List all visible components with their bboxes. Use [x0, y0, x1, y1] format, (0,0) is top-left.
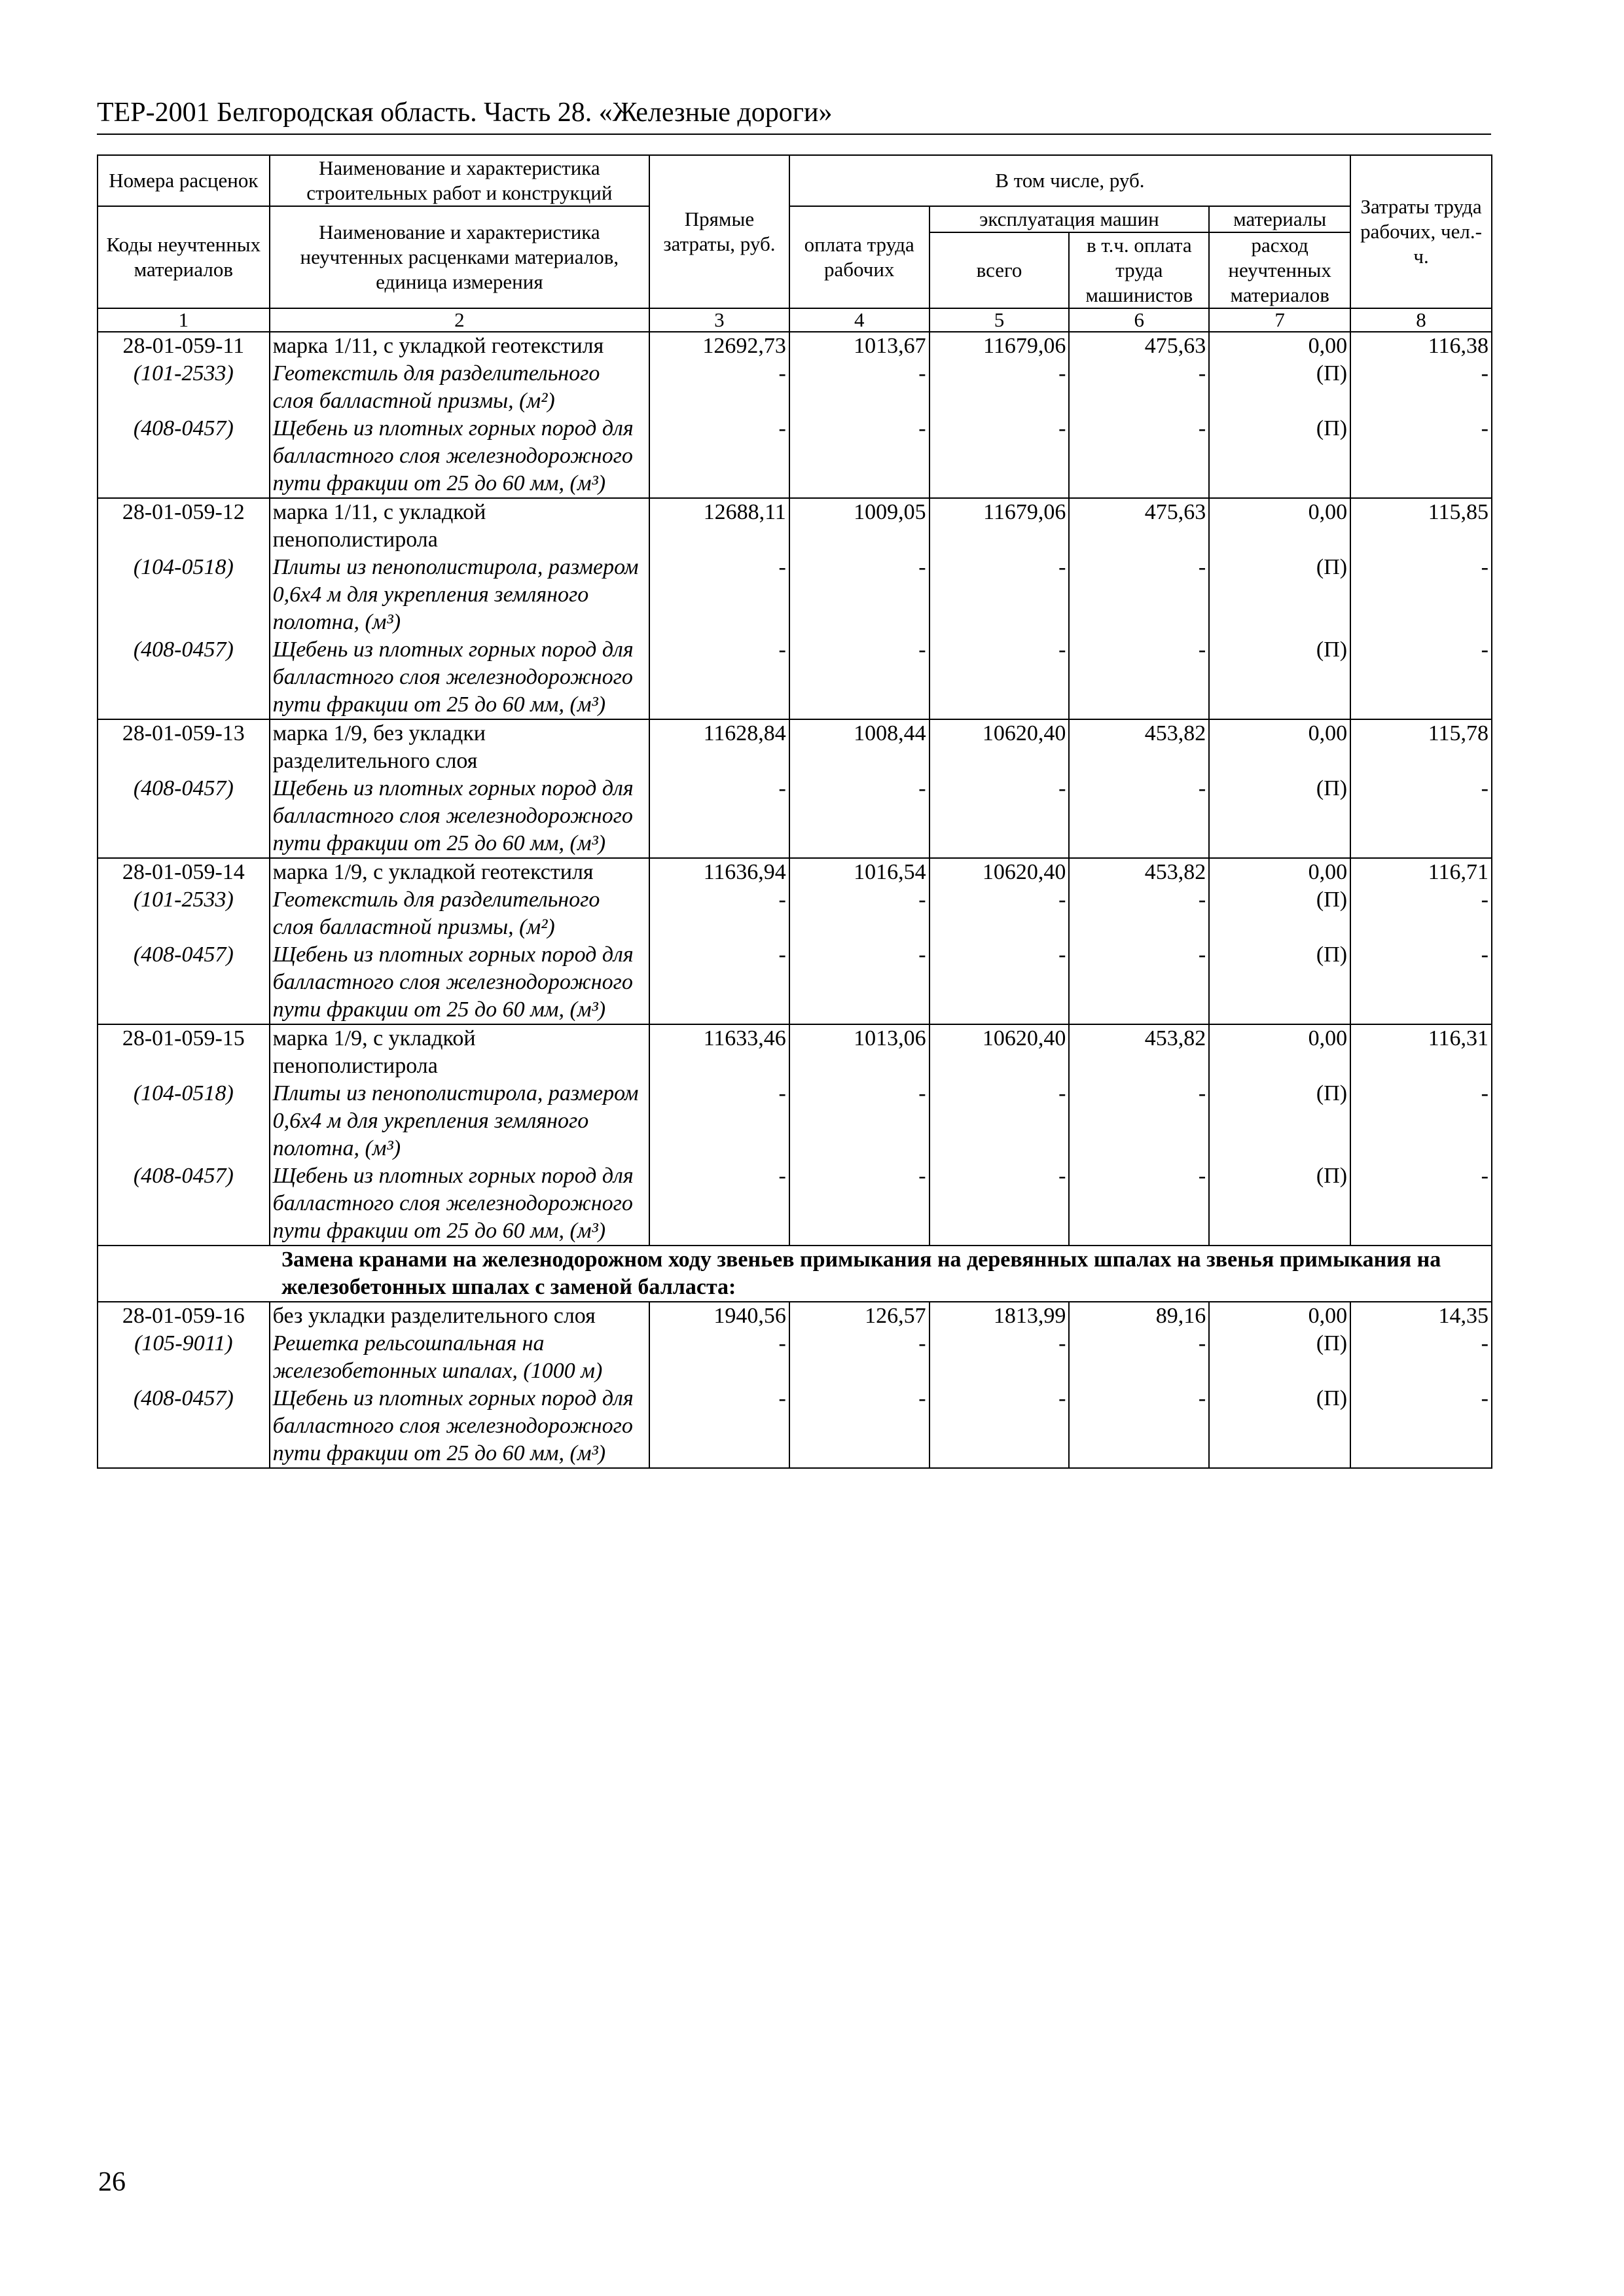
rate-row — [98, 332, 1492, 360]
table-header — [98, 155, 1492, 332]
labor-pay-cell: 1009,05 — [789, 498, 929, 554]
machinist-pay-cell: - — [1069, 1162, 1209, 1246]
machinist-pay-cell: 453,82 — [1069, 719, 1209, 775]
labor-hours-cell: - — [1350, 360, 1492, 415]
materials-cell: (П) — [1209, 941, 1350, 1024]
header-materials: материалы — [1209, 206, 1350, 232]
material-name: Геотекстиль для разделительного слоя балластной призмы, (м²) — [270, 886, 649, 941]
direct-costs-cell: - — [649, 1385, 789, 1468]
material-name: Щебень из плотных горных пород для балластного слоя железнодорожного пути фракции от 25 до 60 мм, (м³) — [270, 636, 649, 719]
materials-cell: 0,00 — [1209, 332, 1350, 360]
rate-code: 28-01-059-11 — [98, 332, 270, 360]
machines-total-cell: 10620,40 — [929, 858, 1070, 886]
material-name: Щебень из плотных горных пород для балластного слоя железнодорожного пути фракции от 25 до 60 мм, (м³) — [270, 1385, 649, 1468]
material-row — [98, 636, 1492, 719]
material-name: Решетка рельсошпальная на железобетонных шпалах, (1000 м) — [270, 1330, 649, 1385]
machinist-pay-cell: 89,16 — [1069, 1302, 1209, 1330]
labor-pay-cell: - — [789, 1080, 929, 1162]
machinist-pay-cell: 453,82 — [1069, 1024, 1209, 1080]
rate-code: 28-01-059-14 — [98, 858, 270, 886]
material-code: (104-0518) — [98, 1080, 270, 1162]
machines-total-cell: - — [929, 1330, 1070, 1385]
labor-pay-cell: - — [789, 775, 929, 858]
rate-code: 28-01-059-12 — [98, 498, 270, 554]
machines-total-cell: - — [929, 415, 1070, 498]
labor-pay-cell: 1008,44 — [789, 719, 929, 775]
direct-costs-cell: - — [649, 886, 789, 941]
machines-total-cell: - — [929, 1080, 1070, 1162]
direct-costs-cell: - — [649, 941, 789, 1024]
machines-total-cell: 11679,06 — [929, 498, 1070, 554]
direct-costs-cell: 12692,73 — [649, 332, 789, 360]
labor-hours-cell: 14,35 — [1350, 1302, 1492, 1330]
section-heading: Замена кранами на железнодорожном ходу звеньев примыкания на деревянных шпалах на звенья примыкания на железобетонных шпалах с заменой балласта: — [98, 1246, 1492, 1302]
labor-pay-cell: - — [789, 415, 929, 498]
header-labor-costs: Затраты труда рабочих, чел.-ч. — [1350, 155, 1492, 308]
machines-total-cell: - — [929, 886, 1070, 941]
direct-costs-cell: - — [649, 415, 789, 498]
machinist-pay-cell: - — [1069, 886, 1209, 941]
rate-name: марка 1/11, с укладкой пенополистирола — [270, 498, 649, 554]
material-row — [98, 360, 1492, 415]
header-machine-operation: эксплуатация машин — [929, 206, 1210, 232]
labor-hours-cell: - — [1350, 1330, 1492, 1385]
labor-pay-cell: - — [789, 360, 929, 415]
materials-cell: 0,00 — [1209, 858, 1350, 886]
header-direct-costs: Прямые затраты, руб. — [649, 155, 789, 308]
material-code: (105-9011) — [98, 1330, 270, 1385]
labor-pay-cell: - — [789, 636, 929, 719]
machinist-pay-cell: - — [1069, 1385, 1209, 1468]
labor-hours-cell: 116,38 — [1350, 332, 1492, 360]
page-number: 26 — [98, 2167, 126, 2197]
labor-hours-cell: - — [1350, 1080, 1492, 1162]
labor-pay-cell: - — [789, 941, 929, 1024]
material-name: Щебень из плотных горных пород для балластного слоя железнодорожного пути фракции от 25 до 60 мм, (м³) — [270, 1162, 649, 1246]
labor-pay-cell: 1013,06 — [789, 1024, 929, 1080]
col-number: 3 — [649, 308, 789, 332]
material-code: (101-2533) — [98, 360, 270, 415]
material-code: (408-0457) — [98, 1162, 270, 1246]
machinist-pay-cell: 475,63 — [1069, 332, 1209, 360]
machines-total-cell: - — [929, 1162, 1070, 1246]
rate-code: 28-01-059-15 — [98, 1024, 270, 1080]
materials-cell: (П) — [1209, 636, 1350, 719]
materials-cell: 0,00 — [1209, 1302, 1350, 1330]
labor-hours-cell: - — [1350, 1162, 1492, 1246]
column-numbers-row — [98, 308, 1492, 332]
direct-costs-cell: - — [649, 360, 789, 415]
rate-name: марка 1/9, без укладки разделительного слоя — [270, 719, 649, 775]
labor-hours-cell: 115,78 — [1350, 719, 1492, 775]
header-material-codes: Коды неучтенных материалов — [98, 206, 270, 308]
header-machinist-pay: в т.ч. оплата труда машинистов — [1069, 232, 1209, 308]
col-number: 7 — [1209, 308, 1350, 332]
header-including: В том числе, руб. — [789, 155, 1350, 206]
header-labor-pay: оплата труда рабочих — [789, 206, 929, 308]
col-number: 5 — [929, 308, 1070, 332]
materials-cell: (П) — [1209, 1080, 1350, 1162]
machines-total-cell: - — [929, 554, 1070, 636]
labor-hours-cell: - — [1350, 941, 1492, 1024]
col-number: 1 — [98, 308, 270, 332]
materials-cell: (П) — [1209, 554, 1350, 636]
labor-hours-cell: 115,85 — [1350, 498, 1492, 554]
machinist-pay-cell: - — [1069, 415, 1209, 498]
rate-code: 28-01-059-16 — [98, 1302, 270, 1330]
machines-total-cell: - — [929, 360, 1070, 415]
rate-name: марка 1/9, с укладкой пенополистирола — [270, 1024, 649, 1080]
labor-hours-cell: - — [1350, 886, 1492, 941]
header-material-names: Наименование и характеристика неучтенных расценками материалов, единица измерения — [270, 206, 649, 308]
header-total: всего — [929, 232, 1070, 308]
materials-cell: (П) — [1209, 1385, 1350, 1468]
section-heading-row — [98, 1246, 1492, 1302]
direct-costs-cell: 12688,11 — [649, 498, 789, 554]
direct-costs-cell: 11628,84 — [649, 719, 789, 775]
material-code: (408-0457) — [98, 775, 270, 858]
labor-hours-cell: 116,71 — [1350, 858, 1492, 886]
header-material-usage: расход неучтенных материалов — [1209, 232, 1350, 308]
rates-table — [97, 154, 1492, 1469]
materials-cell: (П) — [1209, 886, 1350, 941]
material-name: Геотекстиль для разделительного слоя балластной призмы, (м²) — [270, 360, 649, 415]
machines-total-cell: - — [929, 775, 1070, 858]
machines-total-cell: 10620,40 — [929, 719, 1070, 775]
materials-cell: (П) — [1209, 415, 1350, 498]
col-number: 8 — [1350, 308, 1492, 332]
header-rate-numbers: Номера расценок — [98, 155, 270, 206]
machinist-pay-cell: - — [1069, 1080, 1209, 1162]
machinist-pay-cell: 475,63 — [1069, 498, 1209, 554]
machinist-pay-cell: - — [1069, 554, 1209, 636]
machinist-pay-cell: - — [1069, 1330, 1209, 1385]
rate-code: 28-01-059-13 — [98, 719, 270, 775]
material-name: Плиты из пенополистирола, размером 0,6х4 м для укрепления земляного полотна, (м³) — [270, 1080, 649, 1162]
labor-pay-cell: - — [789, 1162, 929, 1246]
labor-pay-cell: 1016,54 — [789, 858, 929, 886]
material-code: (408-0457) — [98, 636, 270, 719]
machines-total-cell: - — [929, 636, 1070, 719]
material-row — [98, 554, 1492, 636]
machines-total-cell: - — [929, 941, 1070, 1024]
material-name: Щебень из плотных горных пород для балластного слоя железнодорожного пути фракции от 25 до 60 мм, (м³) — [270, 941, 649, 1024]
labor-hours-cell: 116,31 — [1350, 1024, 1492, 1080]
materials-cell: (П) — [1209, 1162, 1350, 1246]
material-code: (408-0457) — [98, 415, 270, 498]
labor-hours-cell: - — [1350, 554, 1492, 636]
machinist-pay-cell: - — [1069, 636, 1209, 719]
machines-total-cell: 10620,40 — [929, 1024, 1070, 1080]
materials-cell: 0,00 — [1209, 1024, 1350, 1080]
direct-costs-cell: - — [649, 775, 789, 858]
direct-costs-cell: - — [649, 1162, 789, 1246]
rate-row — [98, 1302, 1492, 1330]
direct-costs-cell: - — [649, 554, 789, 636]
machinist-pay-cell: - — [1069, 775, 1209, 858]
header-work-name: Наименование и характеристика строительных работ и конструкций — [270, 155, 649, 206]
materials-cell: (П) — [1209, 360, 1350, 415]
table-body — [98, 332, 1492, 1468]
labor-pay-cell: - — [789, 886, 929, 941]
rate-row — [98, 858, 1492, 886]
material-code: (101-2533) — [98, 886, 270, 941]
labor-pay-cell: - — [789, 1385, 929, 1468]
material-name: Щебень из плотных горных пород для балластного слоя железнодорожного пути фракции от 25 до 60 мм, (м³) — [270, 415, 649, 498]
material-code: (408-0457) — [98, 941, 270, 1024]
machines-total-cell: 1813,99 — [929, 1302, 1070, 1330]
machinist-pay-cell: - — [1069, 360, 1209, 415]
labor-pay-cell: 126,57 — [789, 1302, 929, 1330]
rate-name: марка 1/9, с укладкой геотекстиля — [270, 858, 649, 886]
labor-hours-cell: - — [1350, 636, 1492, 719]
labor-hours-cell: - — [1350, 1385, 1492, 1468]
material-row — [98, 415, 1492, 498]
material-name: Щебень из плотных горных пород для балластного слоя железнодорожного пути фракции от 25 до 60 мм, (м³) — [270, 775, 649, 858]
material-row — [98, 1330, 1492, 1385]
direct-costs-cell: 11636,94 — [649, 858, 789, 886]
machinist-pay-cell: - — [1069, 941, 1209, 1024]
labor-hours-cell: - — [1350, 415, 1492, 498]
material-code: (408-0457) — [98, 1385, 270, 1468]
material-row — [98, 775, 1492, 858]
rate-name: без укладки разделительного слоя — [270, 1302, 649, 1330]
direct-costs-cell: - — [649, 636, 789, 719]
rate-row — [98, 719, 1492, 775]
material-code: (104-0518) — [98, 554, 270, 636]
materials-cell: (П) — [1209, 1330, 1350, 1385]
page-header: ТЕР-2001 Белгородская область. Часть 28. «Железные дороги» — [97, 96, 1491, 135]
direct-costs-cell: - — [649, 1330, 789, 1385]
material-row — [98, 1385, 1492, 1468]
machines-total-cell: - — [929, 1385, 1070, 1468]
direct-costs-cell: 1940,56 — [649, 1302, 789, 1330]
rate-row — [98, 498, 1492, 554]
direct-costs-cell: 11633,46 — [649, 1024, 789, 1080]
col-number: 2 — [270, 308, 649, 332]
machines-total-cell: 11679,06 — [929, 332, 1070, 360]
material-row — [98, 941, 1492, 1024]
materials-cell: 0,00 — [1209, 498, 1350, 554]
materials-cell: (П) — [1209, 775, 1350, 858]
material-row — [98, 886, 1492, 941]
material-name: Плиты из пенополистирола, размером 0,6х4 м для укрепления земляного полотна, (м³) — [270, 554, 649, 636]
col-number: 6 — [1069, 308, 1209, 332]
materials-cell: 0,00 — [1209, 719, 1350, 775]
direct-costs-cell: - — [649, 1080, 789, 1162]
machinist-pay-cell: 453,82 — [1069, 858, 1209, 886]
rate-row — [98, 1024, 1492, 1080]
labor-pay-cell: - — [789, 1330, 929, 1385]
material-row — [98, 1080, 1492, 1162]
labor-pay-cell: - — [789, 554, 929, 636]
rate-name: марка 1/11, с укладкой геотекстиля — [270, 332, 649, 360]
labor-pay-cell: 1013,67 — [789, 332, 929, 360]
labor-hours-cell: - — [1350, 775, 1492, 858]
col-number: 4 — [789, 308, 929, 332]
material-row — [98, 1162, 1492, 1246]
